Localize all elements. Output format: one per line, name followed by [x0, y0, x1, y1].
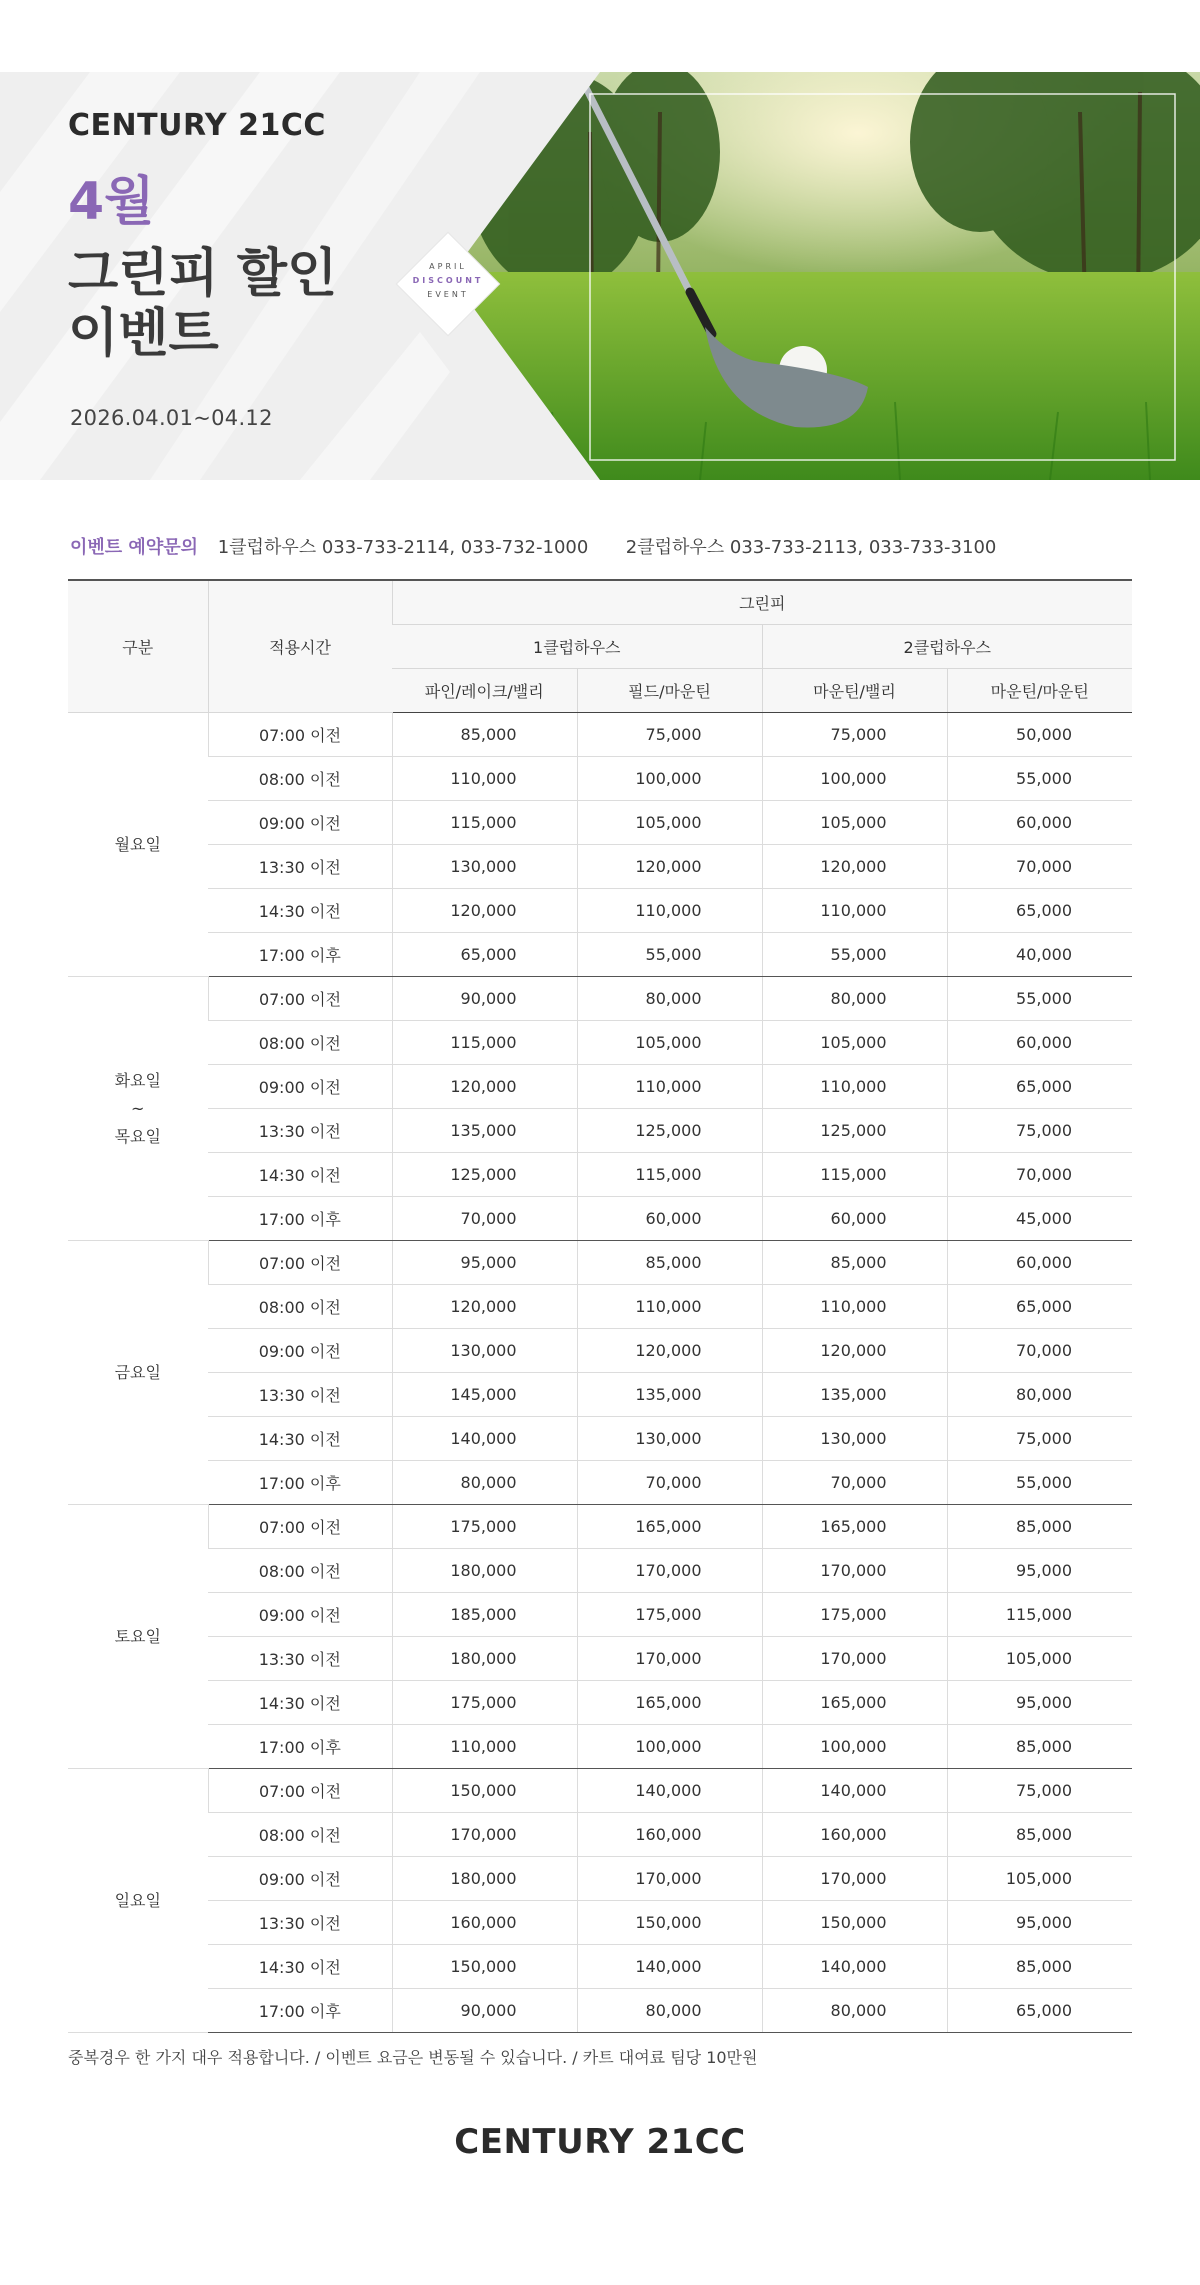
fee-cell: 110,000	[392, 1725, 577, 1769]
contact-label: 이벤트 예약문의	[70, 537, 198, 558]
fee-cell: 80,000	[577, 977, 762, 1021]
fee-cell: 170,000	[577, 1637, 762, 1681]
fee-cell: 110,000	[577, 889, 762, 933]
fee-cell: 70,000	[392, 1197, 577, 1241]
table-row	[68, 1725, 1132, 1769]
fee-cell: 105,000	[762, 801, 947, 845]
fee-cell: 90,000	[392, 977, 577, 1021]
time-cell: 17:00 이후	[208, 1461, 392, 1505]
fee-cell: 165,000	[577, 1681, 762, 1725]
time-cell: 09:00 이전	[208, 1593, 392, 1637]
fee-cell: 170,000	[577, 1857, 762, 1901]
fee-cell: 85,000	[947, 1725, 1132, 1769]
fee-cell: 170,000	[577, 1549, 762, 1593]
header-division: 구분	[68, 580, 208, 713]
table-row	[68, 977, 1132, 1021]
hero-title	[68, 244, 428, 364]
day-label: 월요일	[114, 834, 161, 854]
fee-cell: 100,000	[762, 757, 947, 801]
fee-cell: 55,000	[947, 977, 1132, 1021]
fee-cell: 150,000	[392, 1945, 577, 1989]
table-row	[68, 801, 1132, 845]
fee-cell: 165,000	[577, 1505, 762, 1549]
badge-line-3: EVENT	[427, 290, 469, 299]
fee-cell: 125,000	[392, 1153, 577, 1197]
fee-cell: 120,000	[392, 1285, 577, 1329]
fee-cell: 165,000	[762, 1681, 947, 1725]
table-row	[68, 1505, 1132, 1549]
fee-cell: 125,000	[577, 1109, 762, 1153]
fee-cell: 60,000	[947, 1241, 1132, 1285]
fee-cell: 70,000	[947, 1153, 1132, 1197]
day-cell	[68, 713, 208, 977]
table-row	[68, 1241, 1132, 1285]
day-label: 목요일	[114, 1126, 161, 1146]
time-cell: 09:00 이전	[208, 1857, 392, 1901]
fee-cell: 140,000	[392, 1417, 577, 1461]
table-row	[68, 1021, 1132, 1065]
hero-month: 4월	[68, 172, 155, 232]
fee-cell: 50,000	[947, 713, 1132, 757]
fee-cell: 180,000	[392, 1637, 577, 1681]
time-cell: 09:00 이전	[208, 1329, 392, 1373]
fee-cell: 165,000	[762, 1505, 947, 1549]
table-row	[68, 1769, 1132, 1813]
header-time: 적용시간	[208, 580, 392, 713]
fee-cell: 175,000	[577, 1593, 762, 1637]
fee-cell: 120,000	[762, 845, 947, 889]
fee-cell: 60,000	[947, 1021, 1132, 1065]
time-cell: 14:30 이전	[208, 1153, 392, 1197]
fee-cell: 160,000	[577, 1813, 762, 1857]
rates-body	[68, 713, 1132, 2033]
table-row	[68, 1681, 1132, 1725]
fee-cell: 65,000	[947, 1285, 1132, 1329]
table-row	[68, 1329, 1132, 1373]
day-label: 금요일	[114, 1362, 161, 1382]
fee-cell: 60,000	[577, 1197, 762, 1241]
fee-cell: 175,000	[392, 1681, 577, 1725]
header-course: 필드/마운틴	[577, 669, 762, 713]
day-label: 일요일	[114, 1890, 161, 1910]
fee-cell: 45,000	[947, 1197, 1132, 1241]
table-row	[68, 1153, 1132, 1197]
badge-line-1: APRIL	[429, 262, 467, 271]
fee-cell: 120,000	[577, 1329, 762, 1373]
hero-banner	[0, 72, 1200, 480]
fee-cell: 105,000	[947, 1637, 1132, 1681]
fee-cell: 110,000	[762, 1065, 947, 1109]
fee-cell: 110,000	[577, 1065, 762, 1109]
fee-cell: 110,000	[392, 757, 577, 801]
fee-cell: 135,000	[577, 1373, 762, 1417]
hero-title-line1: 그린피 할인	[68, 244, 338, 304]
day-label: 토요일	[114, 1626, 161, 1646]
table-row	[68, 1637, 1132, 1681]
fee-cell: 100,000	[577, 1725, 762, 1769]
badge-text	[394, 260, 502, 302]
fee-cell: 160,000	[762, 1813, 947, 1857]
day-label: ~	[131, 1098, 145, 1118]
time-cell: 17:00 이후	[208, 1989, 392, 2033]
fee-cell: 120,000	[762, 1329, 947, 1373]
hero-title-line2: 이벤트	[68, 304, 219, 364]
fee-cell: 175,000	[392, 1505, 577, 1549]
fee-cell: 60,000	[762, 1197, 947, 1241]
footer-brand-logo: CENTURY 21CC	[454, 2122, 746, 2162]
table-row	[68, 845, 1132, 889]
footnote: 중복경우 한 가지 대우 적용합니다. / 이벤트 요금은 변동될 수 있습니다. / 카트 대여료 팀당 10만원	[68, 2048, 758, 2067]
fee-cell: 110,000	[577, 1285, 762, 1329]
fee-cell: 115,000	[947, 1593, 1132, 1637]
fee-cell: 95,000	[947, 1681, 1132, 1725]
fee-cell: 95,000	[392, 1241, 577, 1285]
fee-cell: 100,000	[762, 1725, 947, 1769]
time-cell: 14:30 이전	[208, 1681, 392, 1725]
fee-cell: 105,000	[577, 1021, 762, 1065]
table-row	[68, 1857, 1132, 1901]
fee-cell: 120,000	[392, 889, 577, 933]
fee-cell: 185,000	[392, 1593, 577, 1637]
time-cell: 09:00 이전	[208, 801, 392, 845]
header-course: 마운틴/밸리	[762, 669, 947, 713]
fee-cell: 105,000	[762, 1021, 947, 1065]
table-row	[68, 1989, 1132, 2033]
time-cell: 07:00 이전	[208, 1241, 392, 1285]
fee-cell: 105,000	[947, 1857, 1132, 1901]
fee-cell: 65,000	[947, 1065, 1132, 1109]
time-cell: 17:00 이후	[208, 1197, 392, 1241]
time-cell: 13:30 이전	[208, 1901, 392, 1945]
fee-cell: 80,000	[762, 1989, 947, 2033]
day-cell	[68, 977, 208, 1241]
fee-cell: 70,000	[947, 1329, 1132, 1373]
fee-cell: 80,000	[392, 1461, 577, 1505]
fee-cell: 170,000	[762, 1857, 947, 1901]
fee-cell: 75,000	[577, 713, 762, 757]
time-cell: 07:00 이전	[208, 713, 392, 757]
fee-cell: 85,000	[947, 1813, 1132, 1857]
table-row	[68, 1109, 1132, 1153]
fee-cell: 150,000	[392, 1769, 577, 1813]
time-cell: 09:00 이전	[208, 1065, 392, 1109]
time-cell: 08:00 이전	[208, 1813, 392, 1857]
header-green-fee: 그린피	[392, 580, 1132, 625]
club2-phone: 2클럽하우스 033-733-2113, 033-733-3100	[625, 537, 997, 558]
time-cell: 08:00 이전	[208, 1285, 392, 1329]
time-cell: 13:30 이전	[208, 1109, 392, 1153]
fee-cell: 65,000	[947, 889, 1132, 933]
fee-cell: 175,000	[762, 1593, 947, 1637]
fee-cell: 120,000	[577, 845, 762, 889]
fee-cell: 70,000	[947, 845, 1132, 889]
fee-cell: 170,000	[392, 1813, 577, 1857]
table-row	[68, 1065, 1132, 1109]
table-row	[68, 1197, 1132, 1241]
fee-cell: 130,000	[577, 1417, 762, 1461]
day-cell	[68, 1241, 208, 1505]
fee-cell: 110,000	[762, 889, 947, 933]
table-row	[68, 933, 1132, 977]
time-cell: 13:30 이전	[208, 1373, 392, 1417]
fee-cell: 55,000	[947, 757, 1132, 801]
table-row	[68, 1373, 1132, 1417]
fee-cell: 70,000	[577, 1461, 762, 1505]
table-row	[68, 1593, 1132, 1637]
time-cell: 08:00 이전	[208, 757, 392, 801]
fee-cell: 140,000	[577, 1769, 762, 1813]
header-club2: 2클럽하우스	[762, 625, 1132, 669]
time-cell: 17:00 이후	[208, 1725, 392, 1769]
fee-cell: 120,000	[392, 1065, 577, 1109]
time-cell: 13:30 이전	[208, 845, 392, 889]
fee-cell: 55,000	[947, 1461, 1132, 1505]
fee-cell: 85,000	[762, 1241, 947, 1285]
time-cell: 07:00 이전	[208, 977, 392, 1021]
fee-cell: 130,000	[762, 1417, 947, 1461]
time-cell: 08:00 이전	[208, 1021, 392, 1065]
fee-cell: 160,000	[392, 1901, 577, 1945]
time-cell: 07:00 이전	[208, 1505, 392, 1549]
fee-cell: 170,000	[762, 1637, 947, 1681]
fee-cell: 80,000	[947, 1373, 1132, 1417]
header-course: 마운틴/마운틴	[947, 669, 1132, 713]
reservation-contact	[70, 533, 996, 559]
time-cell: 07:00 이전	[208, 1769, 392, 1813]
fee-cell: 150,000	[762, 1901, 947, 1945]
club1-phone: 1클럽하우스 033-733-2114, 033-732-1000	[217, 537, 589, 558]
fee-cell: 85,000	[947, 1505, 1132, 1549]
fee-cell: 100,000	[577, 757, 762, 801]
badge-line-2: DISCOUNT	[412, 276, 484, 285]
fee-cell: 55,000	[577, 933, 762, 977]
fee-cell: 115,000	[392, 1021, 577, 1065]
fee-cell: 125,000	[762, 1109, 947, 1153]
fee-cell: 80,000	[577, 1989, 762, 2033]
fee-cell: 135,000	[762, 1373, 947, 1417]
event-period: 2026.04.01~04.12	[70, 406, 273, 430]
time-cell: 14:30 이전	[208, 1417, 392, 1461]
fee-cell: 95,000	[947, 1549, 1132, 1593]
fee-cell: 75,000	[762, 713, 947, 757]
fee-cell: 85,000	[577, 1241, 762, 1285]
fee-cell: 105,000	[577, 801, 762, 845]
fee-cell: 75,000	[947, 1769, 1132, 1813]
table-row	[68, 713, 1132, 757]
fee-cell: 140,000	[762, 1945, 947, 1989]
fee-cell: 65,000	[392, 933, 577, 977]
fee-cell: 90,000	[392, 1989, 577, 2033]
fee-cell: 115,000	[392, 801, 577, 845]
time-cell: 14:30 이전	[208, 1945, 392, 1989]
fee-cell: 40,000	[947, 933, 1132, 977]
fee-cell: 135,000	[392, 1109, 577, 1153]
april-discount-badge	[394, 230, 502, 338]
fee-cell: 70,000	[762, 1461, 947, 1505]
green-fee-table	[68, 579, 1132, 2033]
table-row	[68, 1285, 1132, 1329]
fee-cell: 180,000	[392, 1857, 577, 1901]
day-label: 화요일	[114, 1070, 161, 1090]
table-row	[68, 1461, 1132, 1505]
header-course: 파인/레이크/밸리	[392, 669, 577, 713]
table-row	[68, 1549, 1132, 1593]
time-cell: 08:00 이전	[208, 1549, 392, 1593]
fee-cell: 60,000	[947, 801, 1132, 845]
fee-cell: 130,000	[392, 1329, 577, 1373]
time-cell: 13:30 이전	[208, 1637, 392, 1681]
fee-cell: 75,000	[947, 1417, 1132, 1461]
time-cell: 17:00 이후	[208, 933, 392, 977]
fee-cell: 180,000	[392, 1549, 577, 1593]
table-row	[68, 889, 1132, 933]
table-row	[68, 1813, 1132, 1857]
brand-logo: CENTURY 21CC	[68, 108, 326, 143]
table-row	[68, 1417, 1132, 1461]
fee-cell: 75,000	[947, 1109, 1132, 1153]
table-row	[68, 1945, 1132, 1989]
fee-cell: 145,000	[392, 1373, 577, 1417]
header-club1: 1클럽하우스	[392, 625, 762, 669]
day-cell	[68, 1769, 208, 2033]
table-row	[68, 757, 1132, 801]
fee-cell: 170,000	[762, 1549, 947, 1593]
table-row	[68, 1901, 1132, 1945]
fee-cell: 130,000	[392, 845, 577, 889]
fee-cell: 140,000	[577, 1945, 762, 1989]
fee-cell: 95,000	[947, 1901, 1132, 1945]
fee-cell: 115,000	[577, 1153, 762, 1197]
fee-cell: 110,000	[762, 1285, 947, 1329]
fee-cell: 85,000	[392, 713, 577, 757]
fee-cell: 85,000	[947, 1945, 1132, 1989]
day-cell	[68, 1505, 208, 1769]
fee-cell: 65,000	[947, 1989, 1132, 2033]
fee-cell: 80,000	[762, 977, 947, 1021]
time-cell: 14:30 이전	[208, 889, 392, 933]
fee-cell: 140,000	[762, 1769, 947, 1813]
fee-cell: 115,000	[762, 1153, 947, 1197]
fee-cell: 55,000	[762, 933, 947, 977]
fee-cell: 150,000	[577, 1901, 762, 1945]
